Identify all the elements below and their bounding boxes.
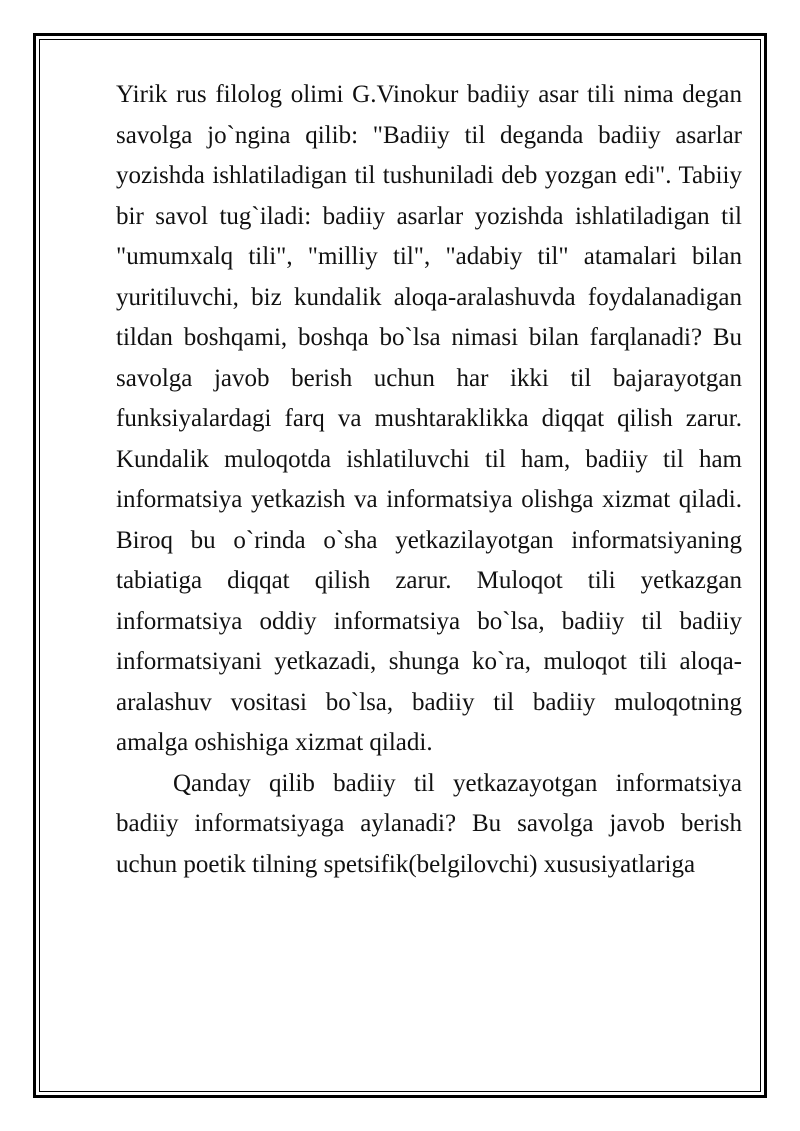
document-body [116,75,742,885]
paragraph: Qanday qilib badiiy til yetkazayotgan informatsiya badiiy informatsiyaga aylanadi? Bu savolga javob berish uchun poetik tilning spetsifik(belgilovchi) xususiyatlariga [116,769,742,878]
paragraph: Yirik rus filolog olimi G.Vinokur badiiy asar tili nima degan savolga jo`ngina qilib: "Badiiy til deganda badiiy asarlar yozishda ishlatiladigan til tushuniladi deb yozgan edi". Tabiiy bir savol tug`iladi: badiiy asarlar yozishda ishlatiladigan til "umumxalq tili", "milliy til", "adabiy til" atamalari bilan yuritiluvchi, biz kundalik aloqa-aralashuvda foydalanadigan tildan boshqami, boshqa bo`lsa nimasi bilan farqlanadi? Bu savolga javob berish uchun har ikki til bajarayotgan funksiyalardagi farq va mushtaraklikka diqqat qilish zarur. Kundalik muloqotda ishlatiluvchi til ham, badiiy til ham informatsiya yetkazish va informatsiya olishga xizmat qiladi. Biroq bu o`rinda o`sha yetkazilayotgan informatsiyaning tabiatiga diqqat qilish zarur. Muloqot tili yetkazgan informatsiya oddiy informatsiya bo`lsa, badiiy til badiiy informatsiyani yetkazadi, shunga ko`ra, muloqot tili aloqa-aralashuv vositasi bo`lsa, badiiy til badiiy muloqotning amalga oshishiga xizmat qiladi. [116,81,742,756]
